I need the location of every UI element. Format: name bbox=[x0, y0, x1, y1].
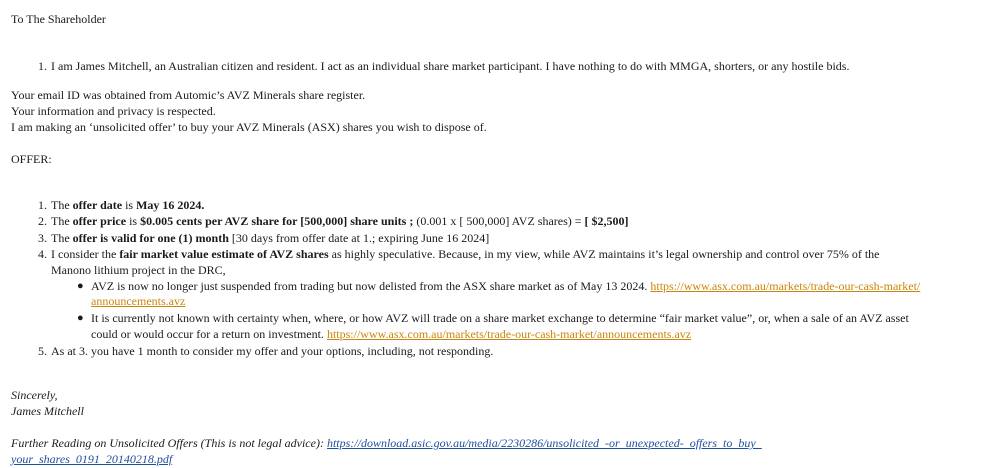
bullet-2-line-1: It is currently not known with certainty when, where, or how AVZ will trade on a share market exchange to determine “fair market value”, or, when a sale of an AVZ asset bbox=[91, 311, 909, 325]
paragraph-line-1: Your email ID was obtained from Automic’s AVZ Minerals share register. bbox=[11, 88, 366, 102]
offer-item-1-number: 1. bbox=[38, 198, 47, 212]
sender-name: James Mitchell bbox=[11, 404, 84, 418]
greeting: To The Shareholder bbox=[11, 12, 106, 26]
offer-item-3-number: 3. bbox=[38, 231, 47, 245]
offer-item-2-number: 2. bbox=[38, 214, 47, 228]
offer-item-4-line-2: Manono lithium project in the DRC, bbox=[51, 263, 226, 277]
asic-document-link-continued[interactable]: your_shares_0191_20140218.pdf bbox=[11, 452, 173, 466]
offer-heading: OFFER: bbox=[11, 152, 52, 166]
asx-announcements-link[interactable]: https://www.asx.com.au/markets/trade-our-cash-market/ bbox=[650, 279, 921, 293]
bullet-icon: ● bbox=[77, 280, 84, 292]
offer-item-4: I consider the fair market value estimate of AVZ shares as highly speculative. Because, in my view, while AVZ maintains it’s legal ownership and control over 75% of the bbox=[51, 247, 880, 261]
asx-announcements-link-2[interactable]: https://www.asx.com.au/markets/trade-our-cash-market/announcements.avz bbox=[326, 327, 692, 341]
intro-item-text: I am James Mitchell, an Australian citizen and resident. I act as an individual share market participant. I have nothing to do with MMGA, shorters, or any hostile bids. bbox=[51, 59, 850, 73]
further-reading-line-2 bbox=[11, 452, 172, 467]
asic-document-link[interactable]: https://download.asic.gov.au/media/2230286/unsolicited_-or_unexpected-_offers_to_buy_ bbox=[326, 436, 762, 450]
offer-item-3: The offer is valid for one (1) month [30 days from offer date at 1.; expiring June 16 2024] bbox=[51, 231, 490, 245]
further-reading-line-1: Further Reading on Unsolicited Offers (This is not legal advice): https://download.asic.gov.au/media/2230286/unsolicited_-or_unexpected-_offers_to_buy_ bbox=[11, 436, 762, 450]
bullet-1-line-1: AVZ is now no longer just suspended from trading but now delisted from the ASX share market as of May 13 2024. https://www.asx.com.au/markets/trade-our-cash-market/ bbox=[91, 279, 921, 293]
paragraph-line-3: I am making an ‘unsolicited offer’ to buy your AVZ Minerals (ASX) shares you wish to dispose of. bbox=[11, 120, 487, 134]
offer-item-1: The offer date is May 16 2024. bbox=[51, 198, 205, 212]
offer-item-5-number: 5. bbox=[38, 344, 47, 358]
offer-item-2: The offer price is $0.005 cents per AVZ share for [500,000] share units ; (0.001 x [ 500,000] AVZ shares) = [ $2,500] bbox=[51, 214, 629, 228]
bullet-2-line-2: could or would occur for a return on investment. https://www.asx.com.au/markets/trade-our-cash-market/announcements.avz bbox=[91, 327, 692, 341]
paragraph-line-2: Your information and privacy is respected. bbox=[11, 104, 216, 118]
closing: Sincerely, bbox=[11, 388, 58, 402]
offer-item-5: As at 3. you have 1 month to consider my offer and your options, including, not responding. bbox=[51, 344, 494, 358]
asx-announcements-link-continued[interactable]: announcements.avz bbox=[91, 294, 186, 308]
offer-item-4-number: 4. bbox=[38, 247, 47, 261]
bullet-icon: ● bbox=[77, 312, 84, 324]
intro-item-number: 1. bbox=[38, 59, 47, 73]
bullet-1-line-2 bbox=[91, 294, 185, 309]
